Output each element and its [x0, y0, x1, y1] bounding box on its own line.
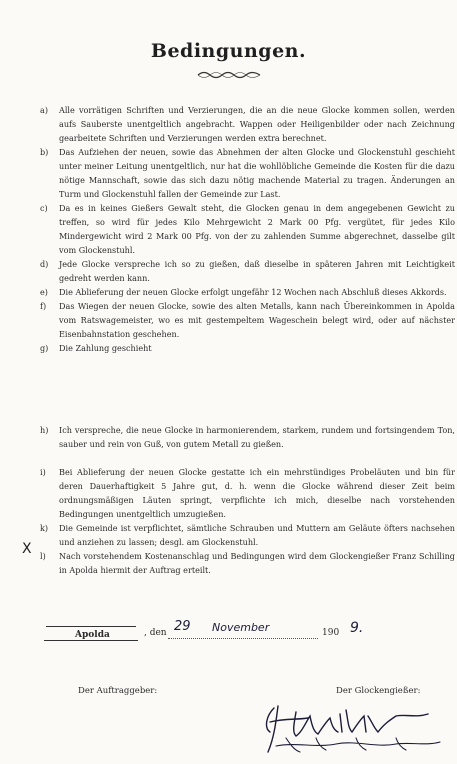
ornament-divider — [196, 70, 262, 80]
year-prefix: 190 — [322, 628, 340, 638]
clause-list — [40, 103, 455, 577]
date-field — [168, 620, 318, 639]
clause-f: f) Das Wiegen der neuen Glocke, sowie des alten Metalls, kann nach Übereinkommen in Apolda vom Ratswagemeister, wo es mit gestempeltem Wageschein belegt wird, oder auf nächster Eisenbahnstation geschehen. — [40, 301, 455, 339]
year-handwritten: 9. — [350, 620, 364, 636]
clause-c: c) Da es in keines Gießers Gewalt steht, die Glocken genau in dem angegebenen Gewicht zu treffen, so wird für jedes Kilo Mehrgewicht 2 Mark 00 Pfg. vergütet, für jedes Kilo Mindergewicht wird 2 Mark 00 Pfg. von der zu zahlenden Summe abgerechnet, dasselbe gilt vom Glockenstuhl. — [40, 203, 455, 255]
clause-b: b) Das Aufziehen der neuen, sowie das Abnehmen der alten Glocke und Glockenstuhl geschieht unter meiner Leitung unentgeltlich, nur hat die wohllöbliche Gemeinde die Kosten für die dazu nötige Mannschaft, sowie das sich dazu nötig machende Material zu tragen. Änderungen an Turm und Glockenstuhl fallen der Gemeinde zur Last. — [40, 147, 455, 199]
date-month: November — [212, 621, 270, 634]
founder-label: Der Glockengießer: — [336, 686, 421, 696]
clause-a: a) Alle vorrätigen Schriften und Verzierungen, die an die neue Glocke kommen sollen, werden aufs Sauberste unentgeltlich angebracht. Wappen oder Heiligenbilder oder nach Zeichnung gearbeitete Schriften und Verzierungen werden extra berechnet. — [40, 105, 455, 143]
clause-e: e) Die Ablieferung der neuen Glocke erfolgt ungefähr 12 Wochen nach Abschluß dieses Akkords. — [40, 287, 447, 297]
page-title: Bedingungen. — [150, 40, 307, 62]
clause-d: d) Jede Glocke verspreche ich so zu gießen, daß dieselbe in späteren Jahren mit Leichtigkeit gedreht werden kann. — [40, 259, 455, 283]
place-rule-bottom — [44, 640, 138, 641]
date-line — [40, 620, 450, 650]
clause-i: i) Bei Ablieferung der neuen Glocke gestatte ich ein mehrstündiges Probeläuten und bin für deren Dauerhaftigkeit 5 Jahre gut, d. h. wenn die Glocke während dieser Zeit beim ordnungsmäßigen Läuten springt, verpflichte ich mich, dieselbe nach vorstehenden Bedingungen unentgeltlich umzugießen. — [40, 467, 455, 519]
place-rule-top — [46, 626, 136, 627]
client-label: Der Auftraggeber: — [78, 686, 158, 696]
place-name: Apolda — [75, 630, 110, 640]
handwritten-signature — [256, 702, 446, 760]
margin-x-mark: X — [22, 541, 32, 557]
clause-g: g) Die Zahlung geschieht — [40, 343, 152, 353]
clause-k: k) Die Gemeinde ist verpflichtet, sämtliche Schrauben und Muttern am Geläute öfters nachsehen und anziehen zu lassen; desgl. am Glockenstuhl. — [40, 523, 455, 547]
date-prefix: , den — [144, 628, 167, 638]
clause-l: l) Nach vorstehendem Kostenanschlag und Bedingungen wird dem Glockengießer Franz Schilling in Apolda hiermit der Auftrag erteilt. — [40, 551, 455, 575]
date-day: 29 — [174, 619, 191, 634]
clause-h: h) Ich verspreche, die neue Glocke in harmonierendem, starkem, rundem und fortsingendem Ton, sauber und rein von Guß, von gutem Metall zu gießen. — [40, 425, 455, 449]
